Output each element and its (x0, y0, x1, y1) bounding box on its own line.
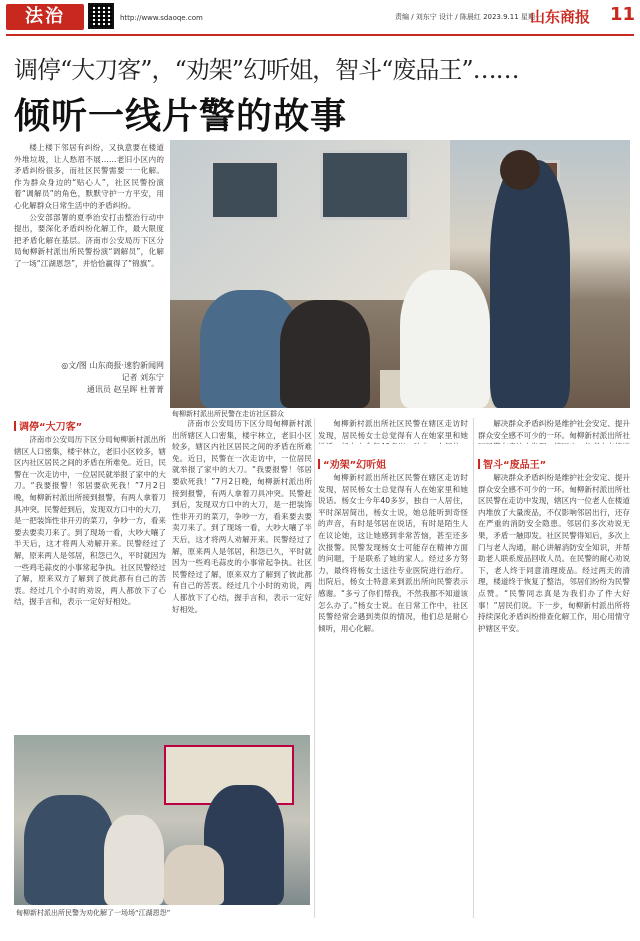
section-body-1-cont: 济南市公安局历下区分局甸柳新村派出所辖区人口密集，楼宇林立，老旧小区较多，辖区内社区居民之间的矛盾在所难免。近日，民警在一次走访中，一位居民就举报了家中的大刀。“我要报警！邻居要砍死我！”7月2日晚，甸柳新村派出所接到报警，有两人拿着刀具冲突。民警赶到后，发现双方口中的大刀，是一把装饰性非开刃的菜刀，争吵一方，看来要去要卖刀来了。到了现场一看，大吵大嚷了半天后，这才将两人劝解开来。民警经过了解，原来两人是邻居，积怨已久，平时就因为一些鸡毛蒜皮的小事常起争执。社区民警经过了解，原来双方了解到了彼此都有自己的苦衷。经过几个小时的劝说，两人都放下了心结，握手言和，表示一定好好相处。 (172, 419, 312, 614)
byline-correspondents: 通讯员 赵呈晖 杜菁菁 (86, 385, 164, 394)
editor-credits: 责编 / 刘东宁 设计 / 陈晨红 2023.9.11 星期一 (395, 13, 542, 21)
section-body-1: 济南市公安局历下区分局甸柳新村派出所辖区人口密集，楼宇林立，老旧小区较多，辖区内社区居民之间的矛盾在所难免。近日，民警在一次走访中，一位居民就举报了家中的大刀。“我要报警！邻居要砍死我！”7月2日晚，甸柳新村派出所接到报警，有两人拿着刀具冲突。民警赶到后，发现双方口中的大刀，是一把装饰性非开刃的菜刀，争吵一方，看来要去要卖刀来了。到了现场一看，大吵大嚷了半天后，这才将两人劝解开来。民警经过了解，原来两人是邻居，积怨已久，平时就因为一些鸡毛蒜皮的小事常起争执。社区民警经过了解，原来双方了解到了彼此都有自己的苦衷。经过几个小时的劝说，两人都放下了心结，握手言和，表示一定好好相处。 (14, 435, 166, 607)
article-subtitle: 调停“大刀客”，“劝架”幻听姐，智斗“废品王”…… (14, 56, 519, 84)
byline-source: ◎文/图 山东商报·速豹新闻网 (61, 361, 164, 370)
column-rule (314, 418, 315, 918)
section-head-3: 智斗“废品王” (478, 456, 546, 471)
section-badge: 法治 (6, 4, 84, 30)
section-head-1: 调停“大刀客” (14, 418, 82, 433)
photo-community-visit (170, 140, 630, 408)
byline-reporter: 记者 刘东宁 (121, 373, 164, 382)
section-body-3: 解决群众矛盾纠纷是维护社会安定、提升群众安全感不可少的一环。甸柳新村派出所社区民警在走访中发现，辖区内一位老人在楼道内堆放了大量废品，不仅影响邻居出行，还存在严重的消防安全隐患。邻居们多次劝说无果，矛盾一触即发。社区民警得知后，多次上门与老人沟通，耐心讲解消防安全知识，并帮助老人联系废品回收人员。在民警的耐心劝说下，老人终于同意清理废品。经过两天的清理，楼道终于恢复了整洁，邻居们纷纷为民警点赞。“民警同志真是为我们办了件大好事！”居民们说。下一步，甸柳新村派出所将持续深化矛盾纠纷排查化解工作，用心用情守护辖区平安。 (478, 473, 630, 633)
lead-paragraph-2: 公安部部署的夏季治安打击整治行动中提出，要深化矛盾纠纷化解工作，最大限度把矛盾化解在基层。济南市公安局历下区分局甸柳新村派出所民警扮演“调解员”，化解了一场“江湖恩怨”，并恰恰赢得了“锦旗”。 (14, 212, 164, 268)
article-title: 倾听一线片警的故事 (14, 96, 348, 137)
photo1-caption: 甸柳新村派出所民警在走访社区群众 (172, 410, 284, 418)
page-header (0, 0, 640, 42)
site-url[interactable]: http://www.sdaoqe.com (120, 14, 203, 22)
photo2-caption: 甸柳新村派出所民警为劝化解了一场场“江湖恩怨” (16, 909, 171, 917)
section-body-3-top: 解决群众矛盾纠纷是维护社会安定、提升群众安全感不可少的一环。甸柳新村派出所社 (478, 419, 630, 440)
column-rule (473, 418, 474, 918)
photo-mediation (14, 735, 310, 905)
article-lead (14, 142, 164, 354)
qr-code-icon (88, 3, 114, 29)
section-body-2-top: 甸柳新村派出所社区民警在辖区走访时发现，居民杨女士总觉得有人在她家里和她 (318, 419, 468, 440)
header-rule (6, 34, 634, 36)
lead-paragraph: 楼上楼下邻居有纠纷，又执意要在楼道外堆垃圾，让人愁眉不展……老旧小区内的矛盾纠纷很多，而社区民警需要一一化解。作为群众身边的“贴心人”，社区民警扮演着“调解员”的角色，默默守护一方平安，用心化解群众日常生活中的矛盾纠纷。 (14, 143, 164, 210)
page-number: 11 (610, 4, 636, 25)
section-head-2: “劝架”幻听姐 (318, 456, 386, 471)
section-body-2: 甸柳新村派出所社区民警在辖区走访时发现，居民杨女士总觉得有人在她家里和她说话。杨女士今年40多岁，独自一人居住，平时深居简出，杨女士说，她总能听到奇怪的声音，有时是邻居在说话，有时是陌生人在议论她，这让她感到非常苦恼，甚至还多次报警。民警发现杨女士可能存在精神方面的问题，于是联系了她的家人。经过多方努力，最终将杨女士送往专业医院进行治疗。出院后，杨女士特意来到派出所向民警表示感谢。“多亏了你们帮我，不然我都不知道该怎么办了。”杨女士说。在日常工作中，社区民警经常会遇到类似的情况，他们总是耐心倾听，用心化解。 (318, 473, 468, 633)
paper-name: 山东商报 (530, 8, 591, 26)
byline (14, 360, 164, 396)
